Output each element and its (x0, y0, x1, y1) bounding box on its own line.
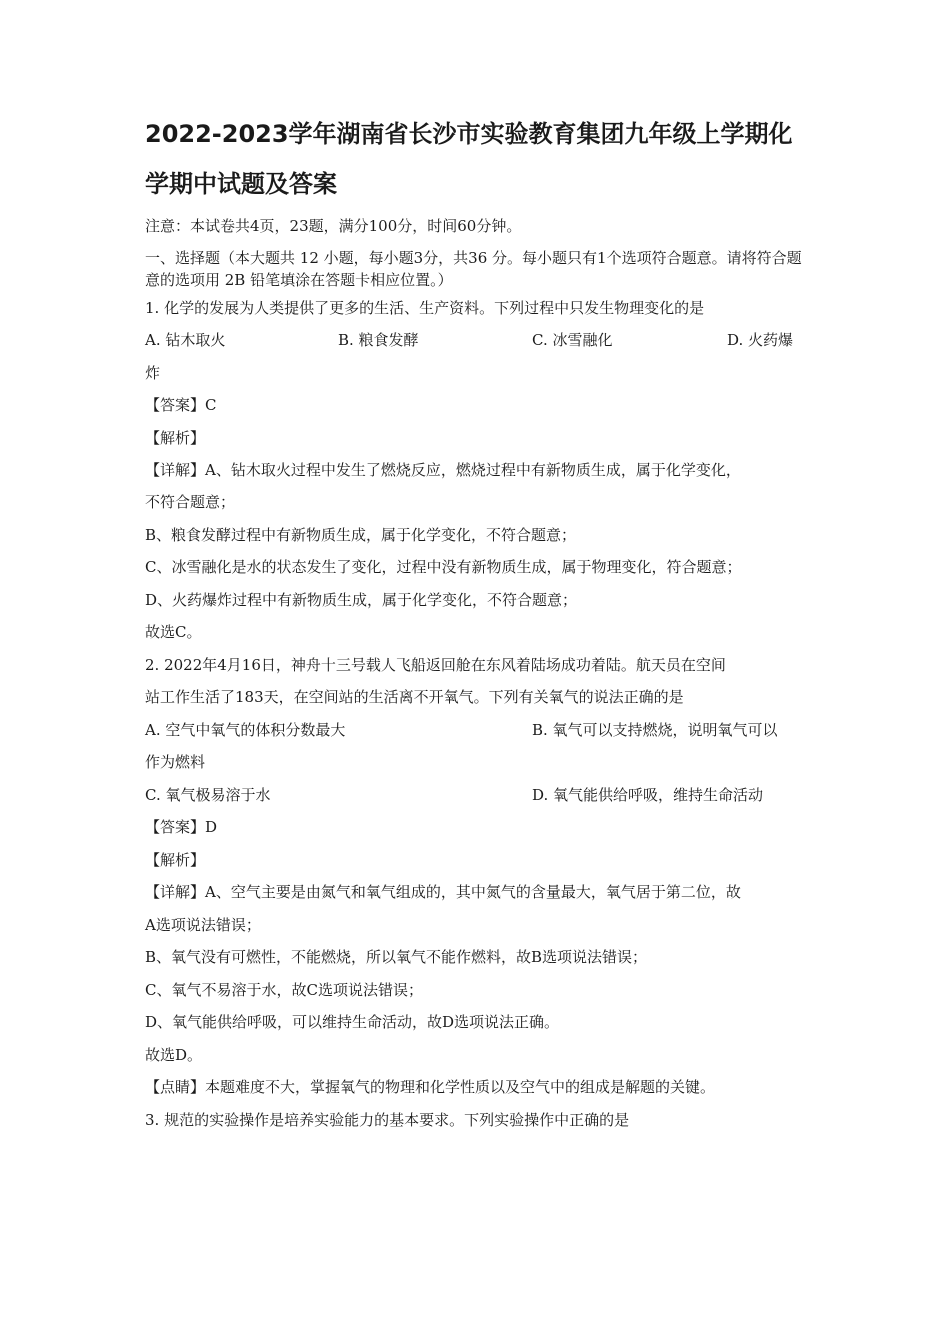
question-1-answer: 【答案】C (145, 396, 217, 414)
question-1-detail-1: 【详解】A、钻木取火过程中发生了燃烧反应，燃烧过程中有新物质生成，属于化学变化， (145, 461, 741, 479)
question-2-answer: 【答案】D (145, 818, 218, 836)
question-3-stem: 3. 规范的实验操作是培养实验能力的基本要求。下列实验操作中正确的是 (145, 1111, 630, 1129)
question-1-analysis-label: 【解析】 (145, 429, 206, 447)
question-1-detail-4: D、火药爆炸过程中有新物质生成，属于化学变化，不符合题意； (145, 591, 578, 609)
question-1-conclusion: 故选C。 (145, 623, 202, 641)
notice-text: 注意：本试卷共4页，23题，满分100分，时间60分钟。 (145, 217, 522, 235)
question-2-option-d: D. 氧气能供给呼吸，维持生命活动 (532, 786, 764, 804)
question-2-stem-line-1: 2. 2022年4月16日，神舟十三号载人飞船返回舱在东风着陆场成功着陆。航天员在空间 (145, 656, 726, 674)
question-2-detail-3: C、氧气不易溶于水，故C选项说法错误； (145, 981, 423, 999)
question-2-option-b: B. 氧气可以支持燃烧，说明氧气可以 (532, 721, 778, 739)
question-1-detail-1-continued: 不符合题意； (145, 493, 236, 511)
question-1-option-b: B. 粮食发酵 (338, 331, 419, 349)
question-2-detail-1: 【详解】A、空气主要是由氮气和氧气组成的，其中氮气的含量最大，氧气居于第二位，故 (145, 883, 741, 901)
question-1-detail-2: B、粮食发酵过程中有新物质生成，属于化学变化，不符合题意； (145, 526, 577, 544)
question-1-detail-3: C、冰雪融化是水的状态发生了变化，过程中没有新物质生成，属于物理变化，符合题意； (145, 558, 742, 576)
page-title-line-2: 学期中试题及答案 (145, 170, 337, 198)
question-2-option-c: C. 氧气极易溶于水 (145, 786, 271, 804)
question-1-option-c: C. 冰雪融化 (532, 331, 613, 349)
question-1-option-d: D. 火药爆 (727, 331, 794, 349)
question-2-detail-1-continued: A选项说法错误； (145, 916, 261, 934)
question-2-stem-line-2: 站工作生活了183天，在空间站的生活离不开氧气。下列有关氧气的说法正确的是 (145, 688, 684, 706)
question-2-option-a: A. 空气中氧气的体积分数最大 (145, 721, 346, 739)
question-2-comment: 【点睛】本题难度不大，掌握氧气的物理和化学性质以及空气中的组成是解题的关键。 (145, 1078, 716, 1096)
page-title-line-1: 2022-2023学年湖南省长沙市实验教育集团九年级上学期化 (145, 120, 793, 148)
question-2-detail-2: B、氧气没有可燃性，不能燃烧，所以氧气不能作燃料，故B选项说法错误； (145, 948, 648, 966)
section-heading: 一、选择题（本大题共 12 小题，每小题3分，共36 分。每小题只有1个选项符合题意。请将符合题意的选项用 2B 铅笔填涂在答题卡相应位置。） (145, 249, 802, 289)
question-2-option-b-continued: 作为燃料 (145, 753, 206, 771)
question-2-detail-4: D、氧气能供给呼吸，可以维持生命活动，故D选项说法正确。 (145, 1013, 560, 1031)
question-1-stem: 1. 化学的发展为人类提供了更多的生活、生产资料。下列过程中只发生物理变化的是 (145, 299, 705, 317)
question-1-option-d-continued: 炸 (145, 364, 161, 382)
question-2-analysis-label: 【解析】 (145, 851, 206, 869)
question-2-conclusion: 故选D。 (145, 1046, 203, 1064)
question-1-option-a: A. 钻木取火 (145, 331, 226, 349)
